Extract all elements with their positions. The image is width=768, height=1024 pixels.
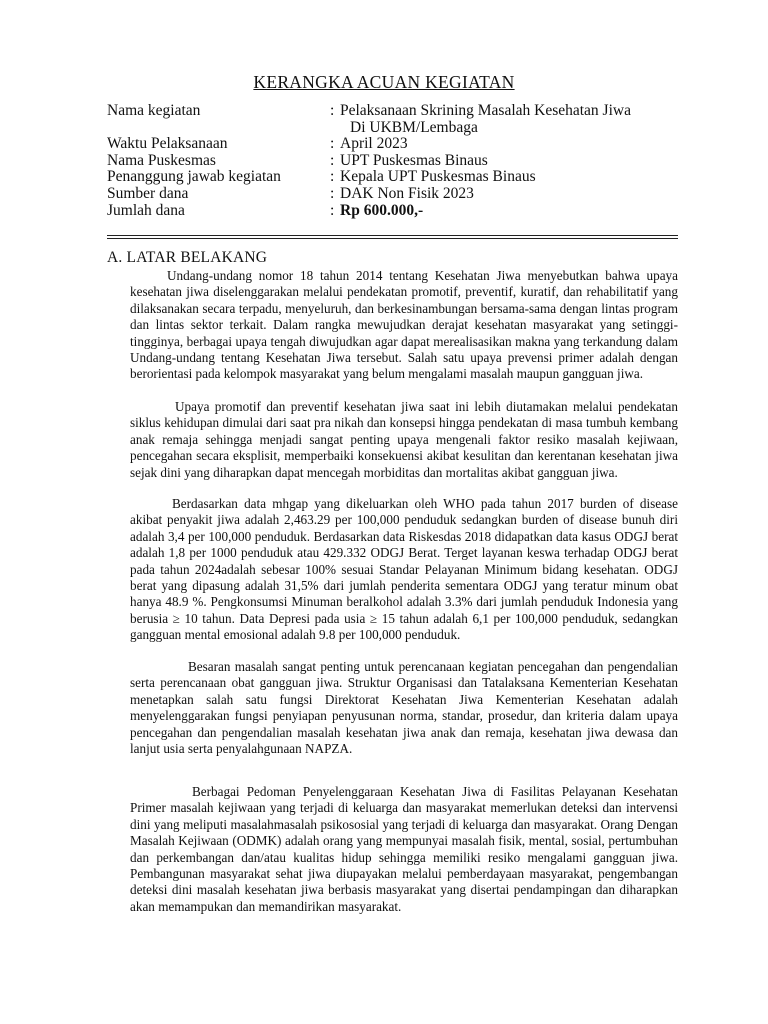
info-row-sumber-dana bbox=[107, 186, 677, 203]
body-paragraph-4: Besaran masalah sangat penting untuk perencanaan kegiatan pencegahan dan pengendalian serta perencanaan obat gangguan jiwa. Struktur Organisasi dan Tatalaksana Kementerian Kesehatan menetapkan salah satu fungsi Direktorat Kesehatan Jiwa Kementerian Kesehatan adalah menyelenggarakan fungsi penyiapan penyusunan norma, standar, prosedur, dan kriteria dalam upaya pencegahan dan pengendalian masalah kesehatan jiwa anak dan remaja, kesehatan jiwa dewasa dan lanjut usia serta penyalahgunaan NAPZA. bbox=[130, 659, 678, 757]
info-label: Jumlah dana bbox=[107, 201, 185, 219]
info-row-penanggung-jawab bbox=[107, 169, 677, 186]
divider-line bbox=[107, 238, 678, 239]
info-colon: : bbox=[330, 201, 335, 219]
info-colon: : bbox=[330, 184, 335, 202]
info-value-continued: Di UKBM/Lembaga bbox=[350, 118, 478, 136]
body-paragraph-5: Berbagai Pedoman Penyelenggaraan Kesehatan Jiwa di Fasilitas Pelayanan Kesehatan Primer masalah kejiwaan yang terjadi di keluarga dan masyarakat memerlukan deteksi dan intervensi dini yang meliputi masalahmasalah psikososial yang terjadi di keluarga dan masyarakat. Orang Dengan Masalah Kejiwaan (ODMK) adalah orang yang mempunyai masalah fisik, mental, sosial, pertumbuhan dan perkembangan dan/atau kualitas hidup sehingga memiliki resiko mengalami gangguan jiwa. Pembangunan masyarakat sehat jiwa diupayakan melalui pemberdayaan masyarakat, pengembangan deteksi dini masalah kesehatan jiwa berbasis masyarakat yang disertai pendampingan dan diharapkan akan memampukan dan memandirikan masyarakat. bbox=[130, 784, 678, 914]
info-row-puskesmas bbox=[107, 153, 677, 170]
info-label: Nama kegiatan bbox=[107, 102, 201, 119]
body-paragraph-2: Upaya promotif dan preventif kesehatan jiwa saat ini lebih diutamakan melalui pendekatan siklus kehidupan dimulai dari saat pra nikah dan konsepsi hingga pendekatan di masa tumbuh kembang anak remaja sehingga menjadi sangat penting upaya mengenali faktor resiko masalah kejiwaan, pencegahan secara eksplisit, memperbaiki konsekuensi akibat kesulitan dan kerentanan kesehatan jiwa sejak dini yang diharapkan dapat mencegah morbiditas dan mortalitas akibat gangguan jiwa. bbox=[130, 399, 678, 480]
body-paragraph-1: Undang-undang nomor 18 tahun 2014 tentang Kesehatan Jiwa menyebutkan bahwa upaya kesehatan jiwa diselenggarakan melalui pendekatan promotif, preventif, kuratif, dan rehabilitatif yang dilaksanakan secara terpadu, menyeluruh, dan berkesinambungan bersama-sama dengan lintas program dan lintas sektor terkait. Dalam rangka mewujudkan derajat kesehatan masyarakat yang setinggi-tingginya, berbagai upaya tengah diwujudkan agar dapat merealisasikan makna yang terkandung dalam Undang-undang tentang Kesehatan Jiwa tersebut. Salah satu upaya prevensi primer adalah dengan berorientasi pada kelompok masyarakat yang belum mengalami masalah maupun gangguan jiwa. bbox=[130, 268, 678, 382]
info-label: Penanggung jawab kegiatan bbox=[107, 168, 281, 186]
info-value: UPT Puskesmas Binaus bbox=[340, 151, 488, 169]
info-row-waktu bbox=[107, 136, 677, 153]
info-row-nama-kegiatan bbox=[107, 103, 677, 120]
info-value: April 2023 bbox=[340, 135, 408, 153]
activity-info-table bbox=[107, 103, 677, 219]
info-row-nama-kegiatan-cont bbox=[107, 120, 677, 137]
info-row-jumlah-dana bbox=[107, 203, 677, 220]
info-label: Nama Puskesmas bbox=[107, 151, 216, 169]
section-title-latar-belakang: A. LATAR BELAKANG bbox=[107, 249, 268, 266]
info-value: Pelaksanaan Skrining Masalah Kesehatan Jiwa bbox=[340, 102, 631, 119]
info-label: Waktu Pelaksanaan bbox=[107, 135, 228, 153]
info-colon: : bbox=[330, 151, 335, 169]
info-colon: : bbox=[330, 102, 335, 119]
document-title: KERANGKA ACUAN KEGIATAN bbox=[253, 72, 515, 92]
info-label: Sumber dana bbox=[107, 184, 189, 202]
info-value: DAK Non Fisik 2023 bbox=[340, 184, 474, 202]
divider-line bbox=[107, 235, 678, 236]
info-value: Kepala UPT Puskesmas Binaus bbox=[340, 168, 536, 186]
info-colon: : bbox=[330, 168, 335, 186]
info-value-amount: Rp 600.000,- bbox=[340, 201, 424, 219]
info-colon: : bbox=[330, 135, 335, 153]
body-paragraph-3: Berdasarkan data mhgap yang dikeluarkan oleh WHO pada tahun 2017 burden of disease akibat penyakit jiwa adalah 2,463.29 per 100,000 penduduk sedangkan burden of disease bunuh diri adalah 3,4 per 100,000 penduduk. Berdasarkan data Riskesdas 2018 didapatkan data kasus ODGJ berat adalah 1,8 per 1000 penduduk atau 429.332 ODGJ Berat. Terget layanan keswa terhadap ODGJ berat pada tahun 2024adalah sebesar 100% sesuai Standar Pelayanan Minimum bidang kesehatan. ODGJ berat yang dipasung adalah 31,5% dari jumlah penderita sementara ODGJ yang teratur minum obat hanya 48.9 %. Pengkonsumsi Minuman beralkohol adalah 3.3% dari jumlah penduduk Indonesia yang berusia ≥ 10 tahun. Data Depresi pada usia ≥ 15 tahun adalah 6,1 per 100,000 penduduk, sedangkan gangguan mental emosional adalah 9.8 per 100,000 penduduk. bbox=[130, 496, 678, 643]
